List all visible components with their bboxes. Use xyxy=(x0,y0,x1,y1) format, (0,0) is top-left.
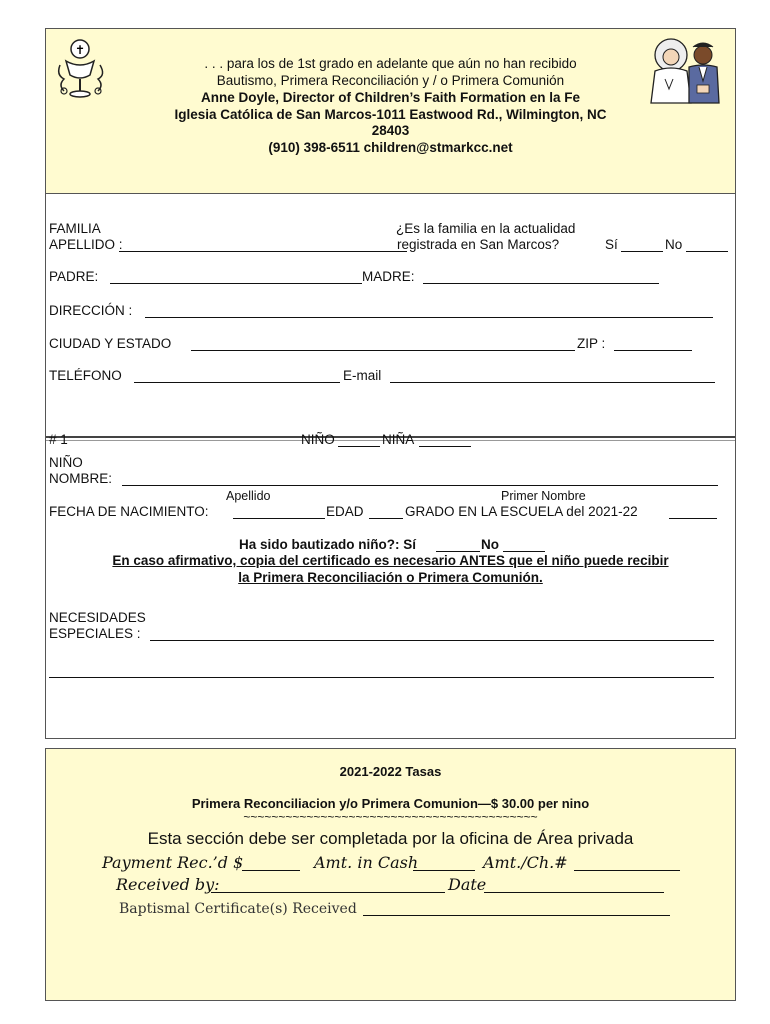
header-zip: 28403 xyxy=(371,123,410,138)
primer-nombre-caption: Primer Nombre xyxy=(501,489,586,503)
apellido-label: APELLIDO : xyxy=(49,237,123,252)
email-label: E-mail xyxy=(343,368,382,383)
header-church-address: Iglesia Católica de San Marcos-1011 Eastwood Rd., Wilmington, NC xyxy=(174,107,607,122)
registered-si-label: Sí xyxy=(605,237,618,252)
bautizado-si-field[interactable] xyxy=(436,551,480,552)
fee-line: Primera Reconciliacion y/o Primera Comunion—$ 30.00 per nino xyxy=(191,796,590,811)
registered-no-field[interactable] xyxy=(686,251,728,252)
payment-field[interactable] xyxy=(242,870,300,871)
fecha-nacimiento-label: FECHA DE NACIMIENTO: xyxy=(49,504,209,519)
ciudad-label: CIUDAD Y ESTADO xyxy=(49,336,172,351)
registration-form xyxy=(45,193,736,739)
header-contact: (910) 398-6511 children@stmarkcc.net xyxy=(268,140,513,155)
telefono-field[interactable] xyxy=(134,382,340,383)
child-name-field[interactable] xyxy=(122,485,718,486)
baptism-notice-2: la Primera Reconciliación o Primera Comunión. xyxy=(238,570,543,585)
check-label: Amt./Ch.# xyxy=(483,853,568,872)
bautizado-no-field[interactable] xyxy=(503,551,545,552)
header-line-2: Bautismo, Primera Reconciliación y / o Primera Comunión xyxy=(216,73,565,88)
fecha-nacimiento-field[interactable] xyxy=(233,518,325,519)
edad-field[interactable] xyxy=(369,518,403,519)
registered-si-field[interactable] xyxy=(621,251,663,252)
cash-label: Amt. in Cash xyxy=(314,853,419,872)
child-nino-label: NIÑO xyxy=(49,455,83,470)
padre-label: PADRE: xyxy=(49,269,99,284)
madre-label: MADRE: xyxy=(362,269,415,284)
bautizado-question: Ha sido bautizado niño?: Sí xyxy=(239,537,416,552)
fees-section xyxy=(45,748,736,1001)
apellido-field[interactable] xyxy=(119,251,407,252)
necesidades-label-1: NECESIDADES xyxy=(49,610,146,625)
registered-question-1: ¿Es la familia en la actualidad xyxy=(396,221,576,236)
nina-option-label: NIÑA xyxy=(382,432,415,447)
header-line-1: . . . para los de 1st grado en adelante que aún no han recibido xyxy=(204,56,577,71)
office-note: Esta sección debe ser completada por la oficina de Área privada xyxy=(147,829,634,848)
baptism-notice-1: En caso afirmativo, copia del certificado es necesario ANTES que el niño puede recibir xyxy=(112,553,669,568)
received-by-field[interactable] xyxy=(211,892,445,893)
grado-label: GRADO EN LA ESCUELA del 2021-22 xyxy=(405,504,638,519)
child-nombre-label: NOMBRE: xyxy=(49,471,113,486)
fees-title: 2021-2022 Tasas xyxy=(339,764,442,779)
nino-option-label: NIÑO xyxy=(301,432,335,447)
child-number: # 1 xyxy=(49,432,68,447)
edad-label: EDAD xyxy=(326,504,364,519)
direccion-label: DIRECCIÓN : xyxy=(49,303,133,318)
check-field[interactable] xyxy=(574,870,680,871)
ciudad-field[interactable] xyxy=(191,350,575,351)
nina-option-field[interactable] xyxy=(419,446,471,447)
nino-option-field[interactable] xyxy=(338,446,380,447)
tilde-separator: ~~~~~~~~~~~~~~~~~~~~~~~~~~~~~~~~~~~~~~~~~~ xyxy=(243,810,538,824)
grado-field[interactable] xyxy=(669,518,717,519)
registered-question-2: registrada en San Marcos? xyxy=(397,237,560,252)
necesidades-extra-line[interactable] xyxy=(49,677,714,678)
received-by-label: Received by: xyxy=(116,875,220,894)
cash-field[interactable] xyxy=(413,870,475,871)
telefono-label: TELÉFONO xyxy=(49,368,122,383)
zip-label: ZIP : xyxy=(577,336,606,351)
date-label: Date xyxy=(448,875,487,894)
svg-text:✝: ✝ xyxy=(75,43,86,57)
email-field[interactable] xyxy=(390,382,715,383)
date-field[interactable] xyxy=(484,892,664,893)
necesidades-label-2: ESPECIALES : xyxy=(49,626,141,641)
payment-label: Payment Rec.’d $ xyxy=(102,853,244,872)
madre-field[interactable] xyxy=(423,283,659,284)
header-director: Anne Doyle, Director of Children’s Faith Formation en la Fe xyxy=(200,90,581,105)
apellido-caption: Apellido xyxy=(226,489,271,503)
familia-label: FAMILIA xyxy=(49,221,101,236)
zip-field[interactable] xyxy=(614,350,692,351)
header-section xyxy=(45,28,736,194)
baptismal-certificate-field[interactable] xyxy=(363,915,670,916)
padre-field[interactable] xyxy=(110,283,362,284)
necesidades-field[interactable] xyxy=(150,640,714,641)
bautizado-no-label: No xyxy=(481,537,499,552)
baptismal-certificate-label: Baptismal Certificate(s) Received xyxy=(119,901,357,917)
registered-no-label: No xyxy=(665,237,683,252)
direccion-field[interactable] xyxy=(145,317,713,318)
